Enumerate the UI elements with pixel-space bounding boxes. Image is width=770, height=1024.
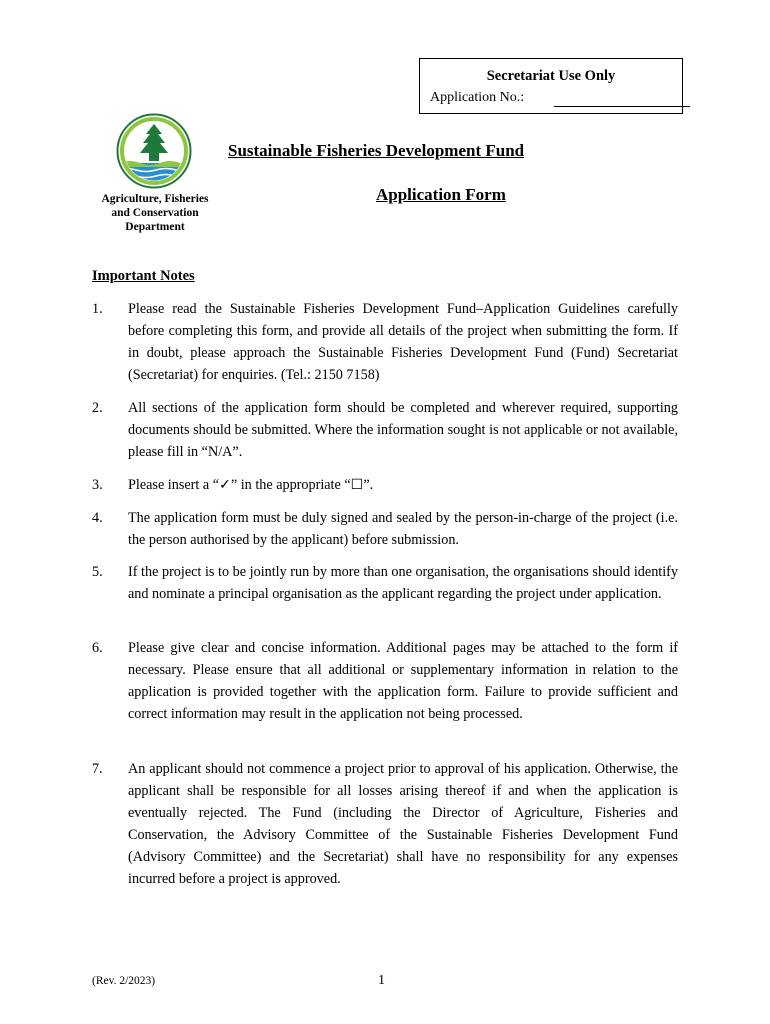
note-text: Please give clear and concise information. Additional pages may be attached to the form if necessary. Please ensure that all additional or supplementary information in relation to the application is provided together with the application form. Failure to provide sufficient and correct information may result in the application not being processed.: [128, 640, 678, 722]
note-item: [92, 397, 678, 463]
department-name: [80, 192, 230, 234]
note-text: Please read the Sustainable Fisheries Development Fund–Application Guidelines carefully before completing this form, and provide all details of the project when submitting the form. If in doubt, please approach the Sustainable Fisheries Development Fund (Fund) Secretariat (Secretariat) for enquiries. (Tel.: 2150 7158): [128, 301, 678, 383]
note-item: [92, 561, 678, 605]
form-title: Application Form: [376, 185, 506, 204]
note-item: [92, 637, 678, 725]
department-name-line1: Agriculture, Fisheries: [101, 193, 209, 205]
tree-logo-icon: [116, 113, 192, 189]
department-name-line2: and Conservation: [111, 207, 199, 219]
revision-label: (Rev. 2/2023): [92, 975, 156, 987]
note-text: If the project is to be jointly run by more than one organisation, the organisations should identify and nominate a principal organisation as the applicant regarding the project under application.: [128, 564, 678, 602]
note-item: [92, 758, 678, 890]
note-text: The application form must be duly signed and sealed by the person-in-charge of the project (i.e. the person authorised by the applicant) before submission.: [128, 510, 678, 548]
fund-title: Sustainable Fisheries Development Fund: [228, 141, 525, 160]
secretariat-title: Secretariat Use Only: [486, 68, 616, 84]
note-number: 4.: [92, 510, 103, 526]
application-no-label: Application No.:: [430, 90, 525, 105]
note-text: All sections of the application form should be completed and wherever required, supporting documents should be submitted. Where the information sought is not applicable or not available, please fill in “N/A”.: [128, 400, 678, 460]
note-number: 1.: [92, 301, 103, 317]
note-item: [92, 507, 678, 551]
important-notes-heading: Important Notes: [92, 268, 195, 284]
secretariat-use-box: [419, 58, 683, 114]
note-number: 5.: [92, 564, 103, 580]
page-number: 1: [378, 973, 385, 988]
note-text: Please insert a “✓” in the appropriate “☐”.: [128, 477, 374, 493]
note-text: An applicant should not commence a project prior to approval of his application. Otherwise, the applicant shall be responsible for all losses arising thereof if and when the application is eventually rejected. The Fund (including the Director of Agriculture, Fisheries and Conservation, the Advisory Committee of the Sustainable Fisheries Development Fund (Advisory Committee) and the Secretariat) shall have no responsibility for any expenses incurred before a project is approved.: [128, 761, 678, 887]
note-item: [92, 298, 678, 386]
note-number: 3.: [92, 477, 103, 493]
application-no-field[interactable]: [554, 106, 690, 107]
note-number: 2.: [92, 400, 103, 416]
department-name-line3: Department: [125, 221, 185, 233]
note-number: 7.: [92, 761, 103, 777]
note-item: [92, 474, 678, 496]
note-number: 6.: [92, 640, 103, 656]
